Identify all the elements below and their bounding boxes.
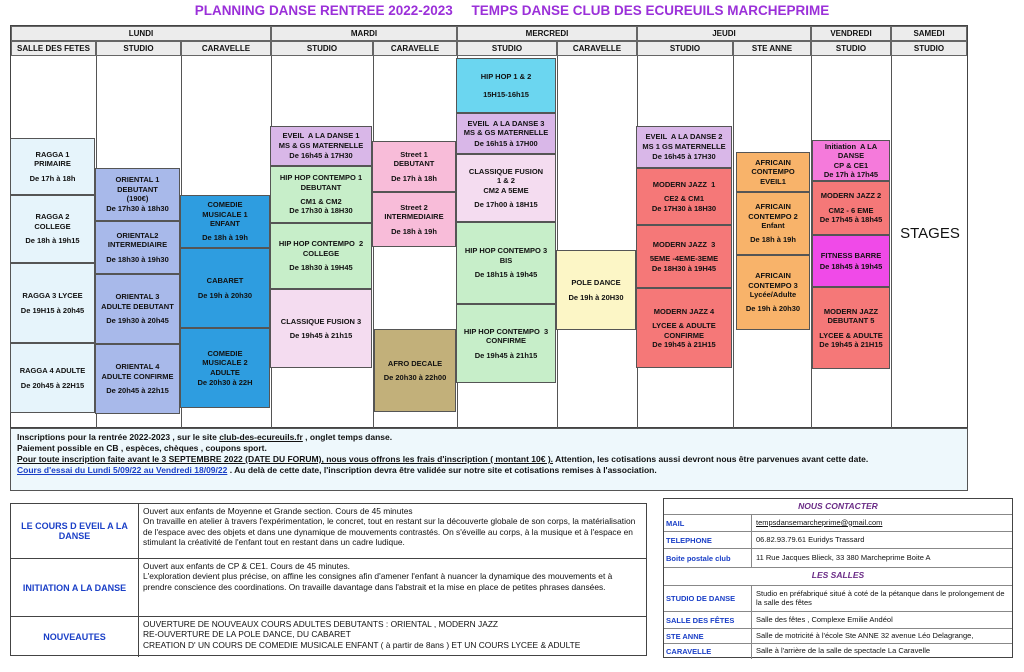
trial-dates-link[interactable]: Cours d'essai du Lundi 5/09/22 au Vendredi 18/09/22 (17, 465, 228, 476)
course-block[interactable]: MODERN JAZZ DEBUTANT 5 LYCEE & ADULTE De 19h45 à 21H15 (812, 287, 890, 369)
course-block[interactable]: Initiation A LA DANSE CP & CE1 De 17h à 17h45 (812, 140, 890, 181)
course-block[interactable]: COMEDIE MUSICALE 1 ENFANT De 18h à 19h (180, 195, 270, 248)
info-line-3: Pour toute inscription faite avant le 3 SEPTEMBRE 2022 (DATE DU FORUM), nous vous offrons les frais d'inscription ( montant 10€ ). Attention, les cotisations aussi devront nous être parvenues avant cette date. (17, 454, 869, 465)
course-description-row (11, 616, 646, 657)
course-block[interactable]: AFRICAIN CONTEMPO 3 Lycée/Adulte De 19h à 20h30 (736, 255, 810, 330)
course-block[interactable]: CABARET De 19h à 20h30 (180, 248, 270, 328)
salles-title: LES SALLES (664, 570, 1012, 586)
day-header-mercredi: MERCREDI (457, 26, 637, 41)
course-block[interactable]: AFRO DECALE De 20h30 à 22h00 (374, 329, 456, 412)
day-header-jeudi: JEUDI (637, 26, 811, 41)
course-block[interactable]: HIP HOP CONTEMPO 1 DEBUTANT CM1 & CM2 De 17h30 à 18H30 (270, 166, 372, 223)
course-block[interactable]: RAGGA 2 COLLEGE De 18h à 19h15 (10, 195, 95, 263)
course-block[interactable]: ORIENTAL 4 ADULTE CONFIRME De 20h45 à 22h15 (95, 344, 180, 414)
email-link[interactable]: tempsdansemarcheprime@gmail.com (756, 517, 883, 527)
course-descriptions (10, 503, 647, 656)
course-block[interactable]: HIP HOP CONTEMPO 3 BIS De 18h15 à 19h45 (456, 222, 556, 304)
course-block[interactable]: MODERN JAZZ 2 CM2 - 6 EME De 17h45 à 18h45 (812, 181, 890, 235)
contact-row: Boite postale club 11 Rue Jacques Blieck, 33 380 Marcheprime Boite A (664, 549, 1012, 568)
club-website-link[interactable]: club-des-ecureuils.fr (219, 432, 303, 442)
room-header: STUDIO (96, 41, 181, 56)
column-divider (891, 56, 892, 428)
course-block[interactable]: ORIENTAL2 INTERMEDIAIRE De 18h30 à 19h30 (95, 221, 180, 274)
course-block[interactable]: ORIENTAL 1 DEBUTANT (190€) De 17h30 à 18h30 (95, 168, 180, 221)
column-divider (733, 56, 734, 428)
course-block[interactable]: EVEIL A LA DANSE 2 MS 1 GS MATERNELLE De 16h45 à 17H30 (636, 126, 732, 168)
course-block[interactable]: MODERN JAZZ 4 LYCEE & ADULTE CONFIRME De 19h45 à 21H15 (636, 288, 732, 368)
registration-info (10, 428, 968, 491)
course-block[interactable]: HIP HOP 1 & 2 15H15-16h15 (456, 58, 556, 113)
day-header-mardi: MARDI (271, 26, 457, 41)
day-header-lundi: LUNDI (11, 26, 271, 41)
room-header: CARAVELLE (181, 41, 271, 56)
page-title: PLANNING DANSE RENTREE 2022-2023 TEMPS DANSE CLUB DES ECUREUILS MARCHEPRIME (194, 3, 830, 18)
room-header: STUDIO (457, 41, 557, 56)
info-line-1: Inscriptions pour la rentrée 2022-2023 , sur le site club-des-ecureuils.fr , onglet temps danse. (17, 432, 393, 442)
course-block[interactable]: EVEIL A LA DANSE 3 MS & GS MATERNELLE De 16h15 à 17H00 (456, 113, 556, 154)
info-line-4: Cours d'essai du Lundi 5/09/22 au Vendredi 18/09/22 . Au delà de cette date, l'inscription devra être validée sur notre site et cotisations remises à l'association. (17, 465, 657, 476)
course-block[interactable]: POLE DANCE De 19h à 20H30 (556, 250, 636, 330)
salle-row: CARAVELLE Salle à l'arrière de la salle de spectacle La Caravelle (664, 644, 1012, 659)
info-line-2: Paiement possible en CB , espèces, chèques , coupons sport. (17, 443, 267, 454)
course-label: LE COURS D EVEIL A LA DANSE (11, 504, 139, 558)
course-description-row (11, 558, 646, 616)
course-block[interactable]: CLASSIQUE FUSION 3 De 19h45 à 21h15 (270, 289, 372, 368)
course-text: Ouvert aux enfants de Moyenne et Grande section. Cours de 45 minutes On travaille en atelier à travers l'expérimentation, le concret, tout en restant sur la découverte globale de son corps, la matérialisation de l'espace avec des objets et dans une dynamique de mouvements contrastés. On s'éveille au corps, à la musique et à l'espace en stimulant la créativité de l'enfant tout en restant dans un cadre ludique. (143, 506, 636, 547)
course-block[interactable]: AFRICAIN CONTEMPO 2 Enfant De 18h à 19h (736, 192, 810, 255)
stages-label: STAGES (900, 225, 960, 242)
course-block[interactable]: HIP HOP CONTEMPO 2 COLLEGE De 18h30 à 19H45 (270, 223, 372, 289)
day-header-vendredi: VENDREDI (811, 26, 891, 41)
course-text: Ouvert aux enfants de CP & CE1. Cours de 45 minutes. L'exploration devient plus précise, on affine les consignes afin d'amener l'enfant à nuancer la dynamique des mouvements et à prendre conscience des coordinations. On travaille davantage dans l'abstrait et la mise en place de petites phrases dansées. (143, 561, 613, 592)
course-block[interactable]: MODERN JAZZ 1 CE2 & CM1 De 17H30 à 18H30 (636, 168, 732, 225)
course-block[interactable]: ORIENTAL 3 ADULTE DEBUTANT De 19h30 à 20h45 (95, 274, 180, 344)
course-block[interactable]: Street 2 INTERMEDIAIRE De 18h à 19h (372, 192, 456, 247)
course-block[interactable]: COMEDIE MUSICALE 2 ADULTE De 20h30 à 22H (180, 328, 270, 408)
room-header: STE ANNE (733, 41, 811, 56)
course-block[interactable]: CLASSIQUE FUSION 1 & 2 CM2 A 5EME De 17h00 à 18H15 (456, 154, 556, 222)
salle-row: SALLE DES FÊTES Salle des fêtes , Complexe Emilie Andéol (664, 612, 1012, 629)
course-block[interactable]: RAGGA 3 LYCEE De 19H15 à 20h45 (10, 263, 95, 343)
room-header: CARAVELLE (373, 41, 457, 56)
course-block[interactable]: AFRICAIN CONTEMPO EVEIL1 (736, 152, 810, 192)
course-block[interactable]: RAGGA 4 ADULTE De 20h45 à 22H15 (10, 343, 95, 413)
contact-panel (663, 498, 1013, 658)
room-header: CARAVELLE (557, 41, 637, 56)
course-block[interactable]: FITNESS BARRE De 18h45 à 19h45 (812, 235, 890, 287)
course-block[interactable]: EVEIL A LA DANSE 1 MS & GS MATERNELLE De 16h45 à 17H30 (270, 126, 372, 166)
contact-row: MAIL tempsdansemarcheprime@gmail.com (664, 515, 1012, 532)
course-block[interactable]: RAGGA 1 PRIMAIRE De 17h à 18h (10, 138, 95, 195)
column-divider (557, 56, 558, 428)
contact-title: NOUS CONTACTER (664, 501, 1012, 515)
room-header: SALLE DES FETES (11, 41, 96, 56)
room-header: STUDIO (891, 41, 967, 56)
room-header: STUDIO (271, 41, 373, 56)
course-description-row (11, 504, 646, 558)
course-block[interactable]: Street 1 DEBUTANT De 17h à 18h (372, 141, 456, 192)
room-header: STUDIO (811, 41, 891, 56)
room-header: STUDIO (637, 41, 733, 56)
course-block[interactable]: HIP HOP CONTEMPO 3 CONFIRME De 19h45 à 21h15 (456, 304, 556, 383)
course-block[interactable]: MODERN JAZZ 3 5EME -4EME-3EME De 18H30 à 19H45 (636, 225, 732, 288)
salle-row: STE ANNE Salle de motricité à l'école Ste ANNE 32 avenue Léo Delagrange, (664, 629, 1012, 644)
salle-row: STUDIO DE DANSE Studio en préfabriqué situé à coté de la pétanque dans le prolongement de la salle des fêtes (664, 586, 1012, 612)
course-label: NOUVEAUTES (11, 617, 139, 657)
contact-row: TELEPHONE 06.82.93.79.61 Euridys Trassard (664, 532, 1012, 549)
course-text: OUVERTURE DE NOUVEAUX COURS ADULTES DEBUTANTS : ORIENTAL , MODERN JAZZ RE-OUVERTURE DE LA POLE DANCE, DU CABARET CREATION D' UN COURS DE COMEDIE MUSICALE ENFANT ( à partir de 8ans ) ET UN COURS LYCEE & ADULTE (143, 619, 581, 650)
course-label: INITIATION A LA DANSE (11, 559, 139, 616)
day-header-samedi: SAMEDI (891, 26, 967, 41)
